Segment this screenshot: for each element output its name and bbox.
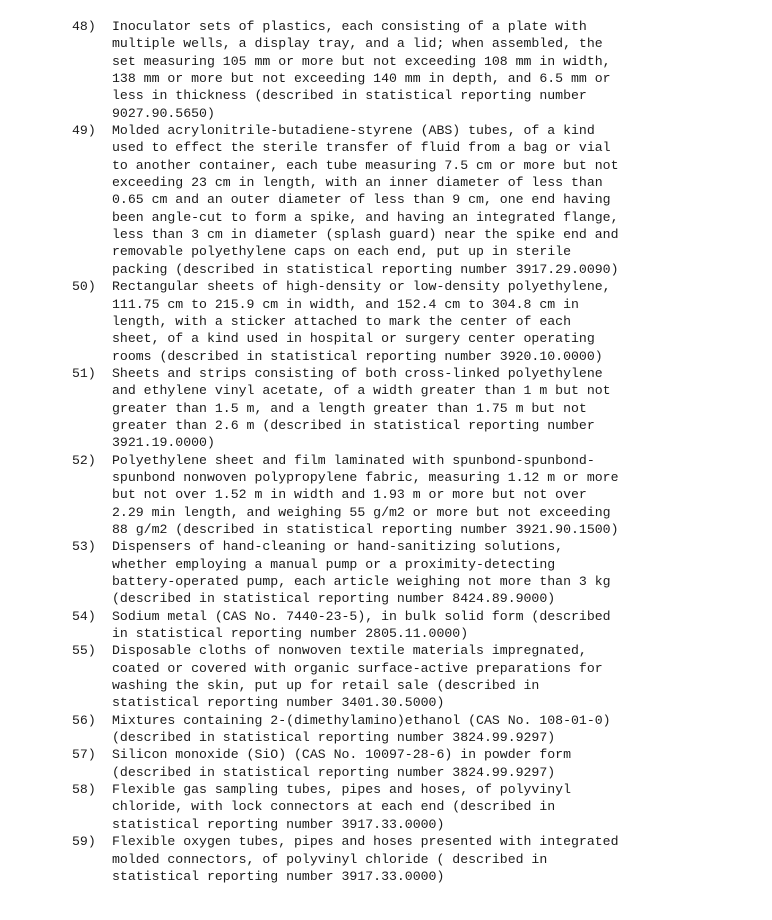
list-item	[0, 278, 772, 365]
text-line: greater than 1.5 m, and a length greater than 1.75 m but not	[112, 400, 587, 416]
text-line: (described in statistical reporting number 8424.89.9000)	[112, 591, 556, 607]
text-line: length, with a sticker attached to mark the center of each	[112, 313, 571, 329]
text-line: 3921.19.0000)	[112, 435, 215, 451]
text-line: (described in statistical reporting number 3824.99.9297)	[112, 730, 556, 746]
item-number: 53)	[72, 539, 96, 555]
text-line: 2.29 min length, and weighing 55 g/m2 or more but not exceeding	[112, 504, 611, 520]
item-number: 50)	[72, 279, 96, 295]
text-line: statistical reporting number 3401.30.5000)	[112, 695, 445, 711]
item-text	[112, 452, 762, 539]
item-number: 55)	[72, 643, 96, 659]
text-line: sheet, of a kind used in hospital or surgery center operating	[112, 331, 595, 347]
text-line: Sodium metal (CAS No. 7440-23-5), in bulk solid form (described	[112, 608, 611, 624]
text-line: in statistical reporting number 2805.11.0000)	[112, 626, 469, 642]
item-number: 52)	[72, 452, 96, 468]
document-body	[0, 18, 772, 885]
text-line: Flexible oxygen tubes, pipes and hoses presented with integrated	[112, 834, 619, 850]
text-line: been angle-cut to form a spike, and having an integrated flange,	[112, 209, 619, 225]
item-text	[112, 833, 762, 885]
item-number: 51)	[72, 365, 96, 381]
text-line: chloride, with lock connectors at each end (described in	[112, 799, 556, 815]
text-line: multiple wells, a display tray, and a lid; when assembled, the	[112, 36, 603, 52]
text-line: Disposable cloths of nonwoven textile materials impregnated,	[112, 643, 587, 659]
text-line: and ethylene vinyl acetate, of a width greater than 1 m but not	[112, 383, 611, 399]
item-text	[112, 278, 762, 365]
text-line: 138 mm or more but not exceeding 140 mm in depth, and 6.5 mm or	[112, 71, 611, 87]
item-text	[112, 608, 762, 643]
item-text	[112, 642, 762, 711]
item-number: 56)	[72, 712, 96, 728]
text-line: less than 3 cm in diameter (splash guard) near the spike end and	[112, 227, 619, 243]
text-line: statistical reporting number 3917.33.0000)	[112, 868, 445, 884]
text-line: coated or covered with organic surface-active preparations for	[112, 660, 603, 676]
text-line: 88 g/m2 (described in statistical reporting number 3921.90.1500)	[112, 521, 619, 537]
list-item	[0, 365, 772, 452]
text-line: (described in statistical reporting number 3824.99.9297)	[112, 764, 556, 780]
item-text	[112, 538, 762, 607]
text-line: Molded acrylonitrile-butadiene-styrene (ABS) tubes, of a kind	[112, 123, 595, 139]
text-line: 0.65 cm and an outer diameter of less than 9 cm, one end having	[112, 192, 611, 208]
item-text	[112, 122, 762, 278]
text-line: Rectangular sheets of high-density or low-density polyethylene,	[112, 279, 611, 295]
text-line: but not over 1.52 m in width and 1.93 m or more but not over	[112, 487, 587, 503]
text-line: Mixtures containing 2-(dimethylamino)ethanol (CAS No. 108-01-0)	[112, 712, 611, 728]
item-text	[112, 746, 762, 781]
text-line: washing the skin, put up for retail sale (described in	[112, 678, 540, 694]
text-line: 9027.90.5650)	[112, 105, 215, 121]
text-line: used to effect the sterile transfer of fluid from a bag or vial	[112, 140, 611, 156]
text-line: Dispensers of hand-cleaning or hand-sanitizing solutions,	[112, 539, 564, 555]
list-item	[0, 452, 772, 539]
text-line: spunbond nonwoven polypropylene fabric, measuring 1.12 m or more	[112, 469, 619, 485]
text-line: Silicon monoxide (SiO) (CAS No. 10097-28-6) in powder form	[112, 747, 571, 763]
list-item	[0, 122, 772, 278]
list-item	[0, 642, 772, 711]
list-item	[0, 833, 772, 885]
item-text	[112, 712, 762, 747]
item-number: 48)	[72, 19, 96, 34]
list-item	[0, 538, 772, 607]
item-number: 58)	[72, 782, 96, 798]
list-item	[0, 712, 772, 747]
text-line: 111.75 cm to 215.9 cm in width, and 152.4 cm to 304.8 cm in	[112, 296, 579, 312]
text-line: whether employing a manual pump or a proximity-detecting	[112, 556, 556, 572]
text-line: battery-operated pump, each article weighing not more than 3 kg	[112, 574, 611, 589]
item-text	[112, 18, 762, 122]
list-item	[0, 608, 772, 643]
text-line: molded connectors, of polyvinyl chloride ( described in	[112, 851, 548, 867]
text-line: set measuring 105 mm or more but not exceeding 108 mm in width,	[112, 53, 611, 69]
list-item	[0, 18, 772, 122]
list-item	[0, 746, 772, 781]
text-line: packing (described in statistical reporting number 3917.29.0090)	[112, 261, 619, 277]
text-line: Sheets and strips consisting of both cross-linked polyethylene	[112, 365, 603, 381]
text-line: removable polyethylene caps on each end, put up in sterile	[112, 244, 571, 260]
list-item	[0, 781, 772, 833]
item-text	[112, 781, 762, 833]
item-number: 54)	[72, 608, 96, 624]
text-line: statistical reporting number 3917.33.0000)	[112, 816, 445, 832]
text-line: greater than 2.6 m (described in statistical reporting number	[112, 417, 595, 433]
item-number: 57)	[72, 747, 96, 763]
text-line: exceeding 23 cm in length, with an inner diameter of less than	[112, 175, 603, 191]
item-number: 49)	[72, 123, 96, 139]
text-line: Inoculator sets of plastics, each consisting of a plate with	[112, 19, 587, 34]
text-line: Polyethylene sheet and film laminated with spunbond-spunbond-	[112, 452, 595, 468]
text-line: rooms (described in statistical reporting number 3920.10.0000)	[112, 348, 603, 364]
text-line: less in thickness (described in statistical reporting number	[112, 88, 587, 104]
item-number: 59)	[72, 834, 96, 850]
item-text	[112, 365, 762, 452]
text-line: Flexible gas sampling tubes, pipes and hoses, of polyvinyl	[112, 782, 571, 798]
text-line: to another container, each tube measuring 7.5 cm or more but not	[112, 157, 619, 173]
